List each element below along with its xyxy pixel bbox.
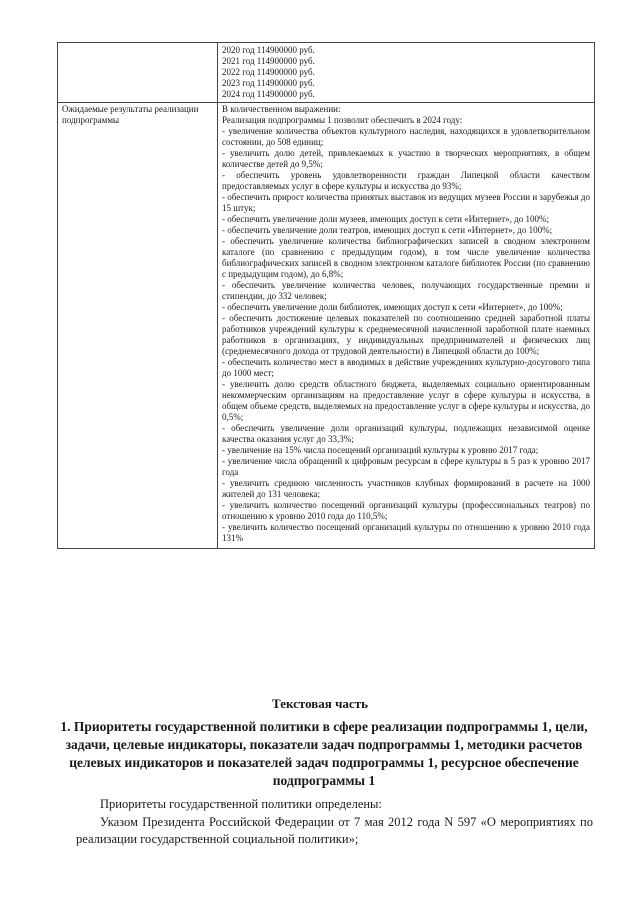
result-line: - обеспечить увеличение доли организаций культуры, подлежащих независимой оценке качества оказания услуг до 33,3%;	[222, 423, 590, 444]
funding-line: 2022 год 114900000 руб.	[222, 67, 315, 77]
result-line: В количественном выражении:	[222, 104, 341, 114]
result-line: - увеличить долю средств областного бюджета, выделяемых социально ориентированным некоммерческим организациям на предоставление услуг в сфере культуры и искусства, в общем объеме средств, выделяемых на предоставление услуг в сфере культуры и искусства, до 0,5%;	[222, 379, 590, 422]
result-line: - увеличить долю детей, привлекаемых к участию в творческих мероприятиях, в общем количестве детей до 9,5%;	[222, 148, 590, 169]
result-line: - обеспечить увеличение доли музеев, имеющих доступ к сети «Интернет», до 100%;	[222, 214, 549, 224]
table-row	[58, 42, 594, 102]
result-line: - обеспечить уровень удовлетворенности граждан Липецкой области качеством предоставляемых услуг в сфере культуры и искусства до 93%;	[222, 170, 590, 191]
paragraph-priorities: Приоритеты государственной политики определены:	[100, 797, 382, 811]
result-line: - обеспечить достижение целевых показателей по соотношению средней заработной платы работников учреждений культуры к среднемесячной начисленной заработной плате наемных работников в организациях, у индивидуальных предпринимателей и физических лиц (среднемесячного дохода от трудовой деятельности) в Липецкой области до 100%;	[222, 313, 590, 356]
table-label-cell	[58, 43, 218, 102]
funding-line: 2020 год 114900000 руб.	[222, 45, 315, 55]
program-passport-table	[57, 42, 595, 549]
result-line: - обеспечить увеличение количества человек, получающих государственные премии и стипендии, до 332 человек;	[222, 280, 590, 301]
paragraph-decree: Указом Президента Российской Федерации от 7 мая 2012 года N 597 «О мероприятиях по реализации государственной социальной политики»;	[76, 815, 593, 846]
result-line: - увеличение числа обращений к цифровым ресурсам в сфере культуры в 5 раз к уровню 2017 года	[222, 456, 590, 477]
funding-line: 2024 год 114900000 руб.	[222, 89, 315, 99]
result-line: - обеспечить увеличение доли библиотек, имеющих доступ к сети «Интернет», до 100%;	[222, 302, 563, 312]
result-line: - обеспечить увеличение доли театров, имеющих доступ к сети «Интернет», до 100%;	[222, 225, 553, 235]
table-label-cell: Ожидаемые результаты реализации подпрограммы	[58, 103, 218, 548]
result-line: - увеличить количество посещений организаций культуры по отношению к уровню 2010 года 131%	[222, 522, 590, 543]
result-line: - обеспечить увеличение количества библиографических записей в сводном электронном каталоге (по сравнению с предыдущим годом), в том числе увеличение количества библиографических записей в сводном электронном каталоге библиотек России (по сравнению с предыдущим годом), до 6,8%;	[222, 236, 590, 279]
table-value-cell	[218, 43, 594, 102]
result-line: - увеличить количество посещений организаций культуры (профессиональных театров) по отношению к уровню 2010 года до 110,5%;	[222, 500, 590, 521]
section-title: Текстовая часть	[272, 696, 368, 711]
funding-line: 2023 год 114900000 руб.	[222, 78, 315, 88]
result-line: - увеличить среднюю численность участников клубных формирований в расчете на 1000 жителей до 131 человека;	[222, 478, 590, 499]
table-row	[58, 102, 594, 548]
result-line: Реализация подпрограммы 1 позволит обеспечить в 2024 году:	[222, 115, 463, 125]
funding-line: 2021 год 114900000 руб.	[222, 56, 315, 66]
result-line: - увеличение на 15% числа посещений организаций культуры к уровню 2017 года;	[222, 445, 539, 455]
result-line: - увеличение количества объектов культурного наследия, находящихся в удовлетворительном состоянии, до 508 единиц;	[222, 126, 590, 147]
expected-results-cell	[218, 103, 594, 548]
result-line: - обеспечить прирост количества принятых выставок из ведущих музеев России и зарубежья до 15 штук;	[222, 192, 590, 213]
result-line: - обеспечить количество мест в вводимых в действие учреждениях культурно-досугового типа до 1000 мест;	[222, 357, 590, 378]
section-subtitle: 1. Приоритеты государственной политики в сфере реализации подпрограммы 1, цели, задачи, целевые индикаторы, показатели задач подпрограммы 1, методики расчетов целевых индикаторов и показателей задач подпрограммы 1, ресурсное обеспечение подпрограммы 1	[60, 719, 588, 788]
